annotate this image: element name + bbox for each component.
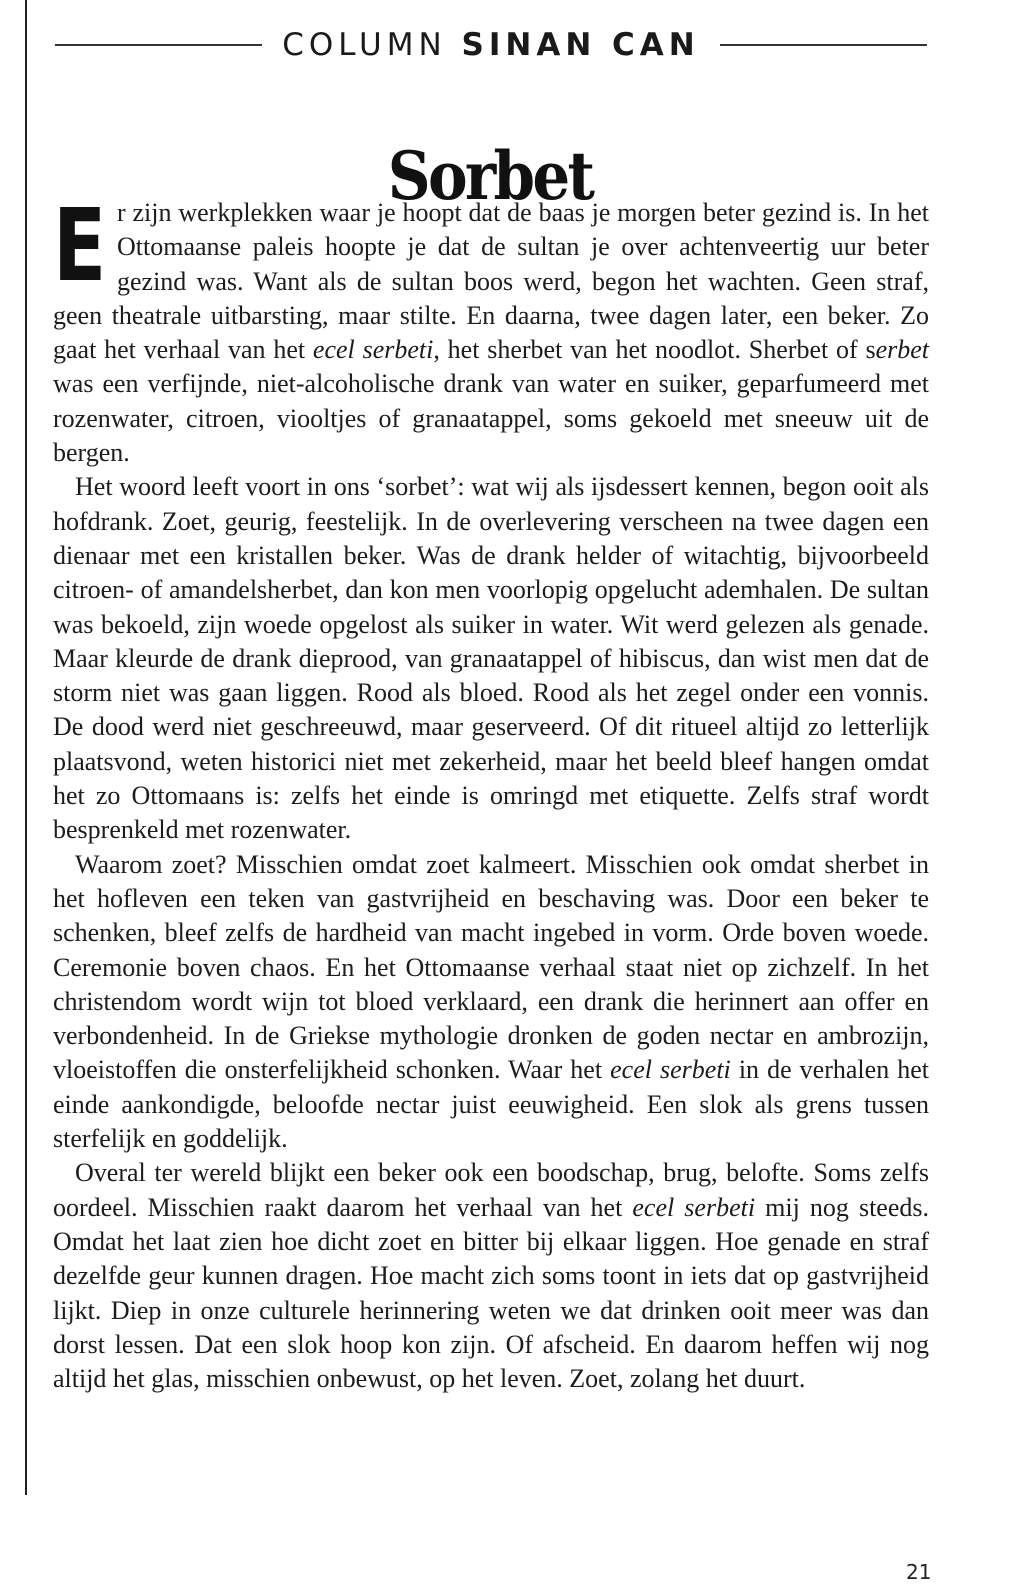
paragraph [53,848,929,1157]
article-body [53,187,930,1396]
kicker-label [262,22,720,68]
kicker-rule-right [720,44,927,46]
text-segment: was een verfijnde, niet-alcoholische drank van water en suiker, geparfumeerd met rozenwater, citroen, viooltjes of granaatappel, soms gekoeld met sneeuw uit de bergen. [53,369,929,468]
column-kicker [55,22,927,68]
column-rule [25,0,27,1495]
text-segment: , het sherbet van het noodlot. Sherbet of s [433,335,876,365]
paragraph [53,187,930,470]
kicker-section: COLUMN [282,27,447,63]
text-segment: mij nog steeds. Omdat het laat zien hoe dicht zoet en bitter bij elkaar liggen. Hoe genade en straf dezelfde geur kunnen dragen. Hoe macht zich soms toont in iets dat op gastvrijheid lijkt. Diep in onze culturele herinnering weten we dat drinken ooit meer was dan dorst lessen. Dat een slok hoop kon zijn. Of afscheid. En daarom heffen wij nog altijd het glas, misschien onbewust, op het leven. Zoet, zolang het duurt. [53,1192,929,1394]
text-segment: Overal ter wereld blijkt een beker ook een boodschap, brug, belofte. Soms zelfs oordeel. Misschien raakt daarom het verhaal van het [53,1158,929,1222]
italic-term: erbet [875,335,930,365]
italic-term: ecel serbeti [610,1055,731,1085]
kicker-rule-left [55,44,262,46]
italic-term: ecel serbeti [632,1192,756,1222]
text-segment: in de verhalen het einde aankondigde, beloofde nectar juist eeuwigheid. Een slok als grens tussen sterfelijk en goddelijk. [53,1055,929,1154]
text-segment: Waarom zoet? Misschien omdat zoet kalmeert. Misschien ook omdat sherbet in het hofleven een teken van gastvrijheid en beschaving was. Door een beker te schenken, bleef zelfs de hardheid van macht ingebed in vorm. Orde boven woede. Ceremonie boven chaos. En het Ottomaanse verhaal staat niet op zichzelf. In het christendom wordt wijn tot bloed verklaard, een drank die herinnert aan offer en verbondenheid. In de Griekse mythologie dronken de goden nectar en ambrozijn, vloeistoffen die onsterfelijkheid schonken. Waar het [53,849,929,1085]
text-segment: r zijn werkplekken waar je hoopt dat de baas je morgen beter gezind is. In het Ottomaanse paleis hoopte je dat de sultan je over achtenveertig uur beter gezind was. Want als de sultan boos werd, begon het wachten. Geen straf, geen theatrale uitbarsting, maar stilte. En daarna, twee dagen later, een beker. Zo gaat het verhaal van het [53,198,929,365]
article-title: Sorbet [387,137,593,216]
text-segment: Het woord leeft voort in ons ‘sorbet’: wat wij als ijsdessert kennen, begon ooit als hofdrank. Zoet, geurig, feestelijk. In de overlevering verscheen na twee dagen een dienaar met een kristallen beker. Was de drank helder of witachtig, bijvoorbeeld citroen- of amandelsherbet, dan kon men voorlopig opgelucht ademhalen. De sultan was bekoeld, zijn woede opgelost als suiker in water. Wit werd gelezen als genade. Maar kleurde de drank dieprood, van granaatappel of hibiscus, dan wist men dat de storm niet was gaan liggen. Rood als bloed. Rood als het zegel onder een vonnis. De dood werd niet geschreeuwd, maar geserveerd. Of dit ritueel altijd zo letterlijk plaatsvond, weten historici niet met zekerheid, maar het beeld bleef hangen omdat het zo Ottomaans is: zelfs het einde is omringd met etiquette. Zelfs straf wordt besprenkeld met rozenwater. [53,472,929,845]
italic-term: ecel serbeti [312,335,434,365]
kicker-author: SINAN CAN [461,27,700,63]
drop-cap: E [53,187,107,304]
paragraph [53,470,929,847]
paragraph [53,1156,929,1396]
page-number: 21 [906,1560,932,1584]
